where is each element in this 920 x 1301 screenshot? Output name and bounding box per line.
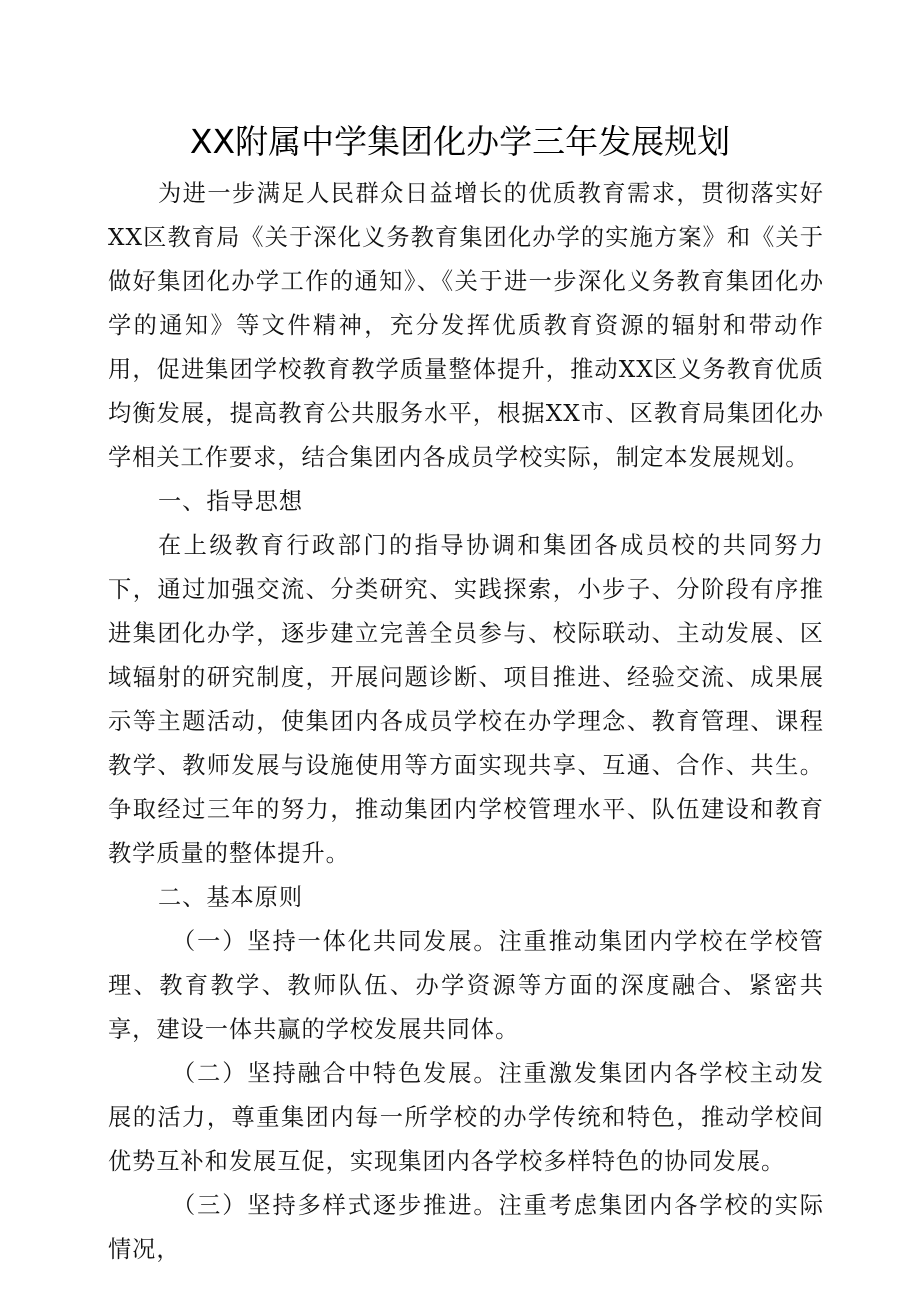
principle-2-paragraph: （二）坚持融合中特色发展。注重激发集团内各学校主动发展的活力，尊重集团内每一所学校的办学传统和特色，推动学校间优势互补和发展互促，实现集团内各学校多样特色的协同发展。 <box>108 1060 824 1175</box>
principle-3-paragraph: （三）坚持多样式逐步推进。注重考虑集团内各学校的实际情况， <box>108 1192 824 1263</box>
document-body <box>108 172 824 1272</box>
intro-paragraph: 为进一步满足人民群众日益增长的优质教育需求，贯彻落实好XX区教育局《关于深化义务教育集团化办学的实施方案》和《关于做好集团化办学工作的通知》、《关于进一步深化义务教育集团化办学的通知》等文件精神，充分发挥优质教育资源的辐射和带动作用，促进集团学校教育教学质量整体提升，推动XX区义务教育优质均衡发展，提高教育公共服务水平，根据XX市、区教育局集团化办学相关工作要求，结合集团内各成员学校实际，制定本发展规划。 <box>108 180 824 471</box>
section-heading-basic-principles: 二、基本原则 <box>158 884 304 911</box>
section-heading-guiding-ideology: 一、指导思想 <box>158 488 304 515</box>
guiding-ideology-paragraph: 在上级教育行政部门的指导协调和集团各成员校的共同努力下，通过加强交流、分类研究、实践探索，小步子、分阶段有序推进集团化办学，逐步建立完善全员参与、校际联动、主动发展、区域辐射的研究制度，开展问题诊断、项目推进、经验交流、成果展示等主题活动，使集团内各成员学校在办学理念、教育管理、课程教学、教师发展与设施使用等方面实现共享、互通、合作、共生。争取经过三年的努力，推动集团内学校管理水平、队伍建设和教育教学质量的整体提升。 <box>108 532 824 867</box>
principle-1-paragraph: （一）坚持一体化共同发展。注重推动集团内学校在学校管理、教育教学、教师队伍、办学资源等方面的深度融合、紧密共享，建设一体共赢的学校发展共同体。 <box>108 928 824 1043</box>
document-title: XX附属中学集团化办学三年发展规划 <box>189 122 731 161</box>
